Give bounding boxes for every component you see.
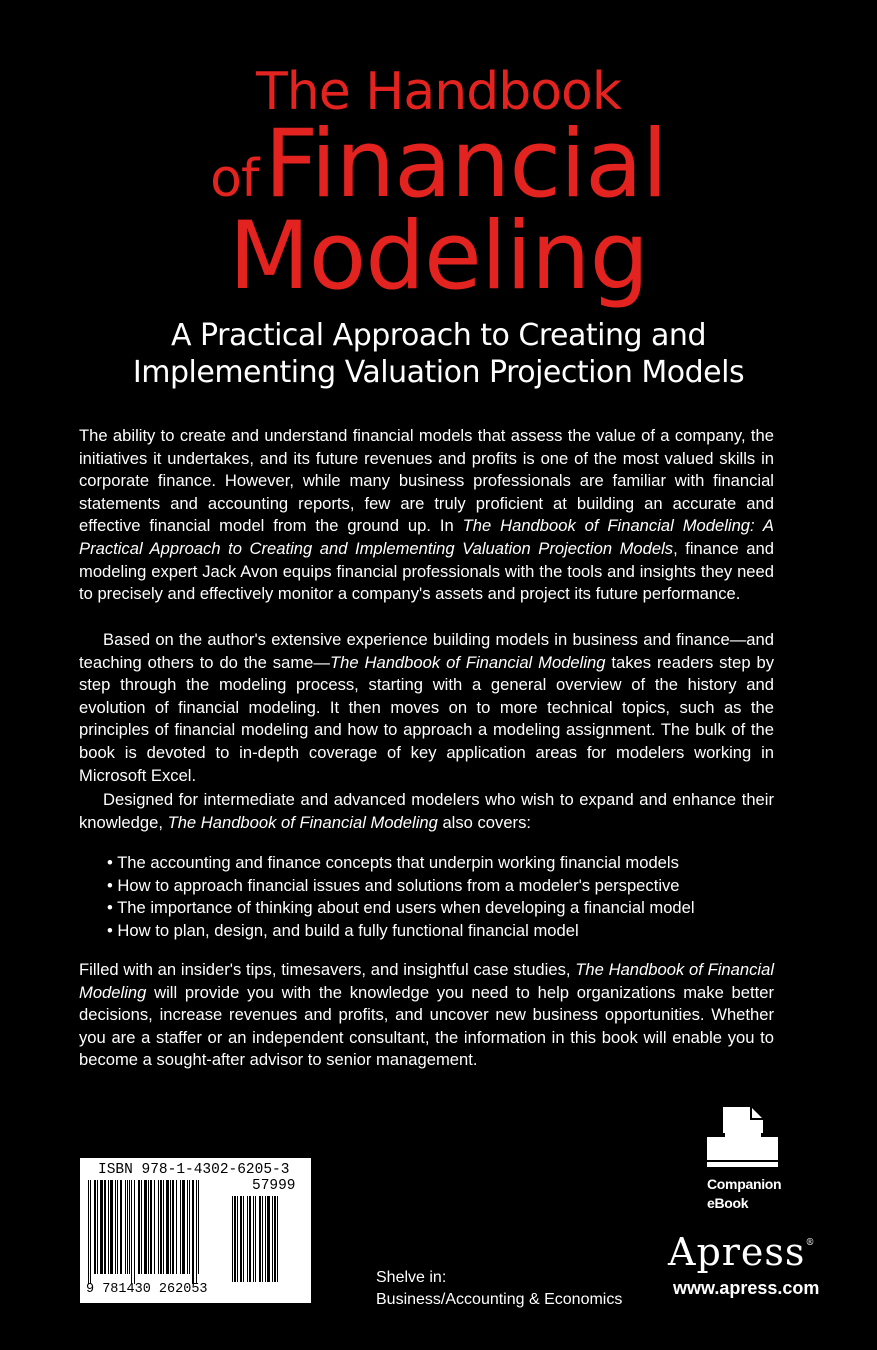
- companion-ebook-label: [707, 1175, 807, 1213]
- description-paragraph-3: [79, 789, 774, 834]
- barcode-bar: [172, 1180, 174, 1274]
- title-line-3: Modeling: [228, 202, 649, 311]
- registered-mark: ®: [805, 1238, 816, 1248]
- barcode-bar: [265, 1196, 266, 1282]
- p3-text-a: Designed for intermediate and advanced modelers who wish to expand and enhance their knowledge,: [79, 790, 774, 832]
- price-code: 57999: [252, 1178, 296, 1194]
- barcode-bar: [144, 1180, 147, 1274]
- barcode-bar: [166, 1180, 169, 1274]
- subtitle-line-1: A Practical Approach to Creating and: [171, 318, 706, 353]
- barcode-digits: 9 781430 262053: [86, 1282, 208, 1297]
- publisher-url[interactable]: www.apress.com: [673, 1278, 820, 1298]
- p3-text-b: also covers:: [437, 812, 531, 832]
- barcode-bar: [272, 1196, 273, 1282]
- p1-text-b: , finance and modeling expert Jack Avon equips financial professionals with the tools and insights they need to precisely and effectively monitor a company's assets and project its future performance.: [79, 538, 774, 604]
- isbn-number: ISBN 978-1-4302-6205-3: [98, 1162, 290, 1178]
- barcode-bar: [158, 1180, 159, 1274]
- barcode-bar: [94, 1180, 96, 1274]
- apress-logo: [668, 1230, 815, 1274]
- barcode-bar: [180, 1180, 181, 1274]
- p4-title-italic: The Handbook of Financial Modeling: [79, 960, 775, 1002]
- shelve-category: Business/Accounting & Economics: [376, 1291, 623, 1308]
- title-financial: Financial: [264, 110, 667, 219]
- barcode-bar: [100, 1180, 103, 1274]
- barcode-bar: [192, 1180, 194, 1284]
- title-of: of: [210, 149, 259, 209]
- p1-title-italic: The Handbook of Financial Modeling: A Practical Approach to Creating and Implementing Valuation Projection Models: [79, 516, 774, 558]
- barcode-bar: [154, 1180, 155, 1274]
- barcode-bar: [117, 1180, 118, 1274]
- barcode-bar: [182, 1180, 185, 1274]
- barcode-bar: [170, 1180, 171, 1274]
- barcode-bar: [267, 1196, 270, 1282]
- barcode-bar: [196, 1180, 197, 1284]
- barcode-bar: [138, 1180, 140, 1274]
- barcode-bars-main: [88, 1180, 228, 1284]
- barcode-bar: [90, 1180, 91, 1284]
- description-paragraph-2: [79, 629, 774, 787]
- bullet-item: • The importance of thinking about end users when developing a financial model: [107, 898, 695, 918]
- p4-text-b: will provide you with the knowledge you need to help organizations make better decisions, increase revenues and profits, and uncover new business opportunities. Whether you are a staffer or an independent consultant, the information in this book will enable you to become a sought-after advisor to senior management.: [79, 982, 774, 1070]
- barcode-bar: [253, 1196, 254, 1282]
- barcode-bar: [274, 1196, 276, 1282]
- barcode-bar: [232, 1196, 233, 1282]
- barcode-bar: [120, 1180, 122, 1274]
- barcode-bar: [163, 1180, 164, 1274]
- companion-line-2: eBook: [707, 1195, 749, 1211]
- barcode-bar: [160, 1180, 162, 1274]
- description-paragraph-1: [79, 425, 774, 606]
- barcode-bar: [131, 1180, 132, 1284]
- barcode-bar: [259, 1196, 261, 1282]
- barcode-bar: [176, 1180, 177, 1274]
- barcode-bar: [247, 1196, 248, 1282]
- bullet-list: [107, 852, 695, 942]
- shelve-label: Shelve in:: [376, 1269, 447, 1286]
- barcode-bar: [110, 1180, 113, 1274]
- bullet-item: • How to approach financial issues and solutions from a modeler's perspective: [107, 875, 680, 895]
- p1-text-a: The ability to create and understand financial models that assess the value of a company, the initiatives it undertakes, and its future revenues and profits is one of the most valued skills in corporate finance. However, while many business professionals are familiar with financial statements and accounting reports, few are truly proficient at building an accurate and effective financial model from the ground up. In: [79, 426, 774, 536]
- barcode-bar: [277, 1196, 278, 1282]
- barcode-bars-addon: [232, 1196, 290, 1282]
- companion-line-1: Companion: [707, 1176, 782, 1192]
- barcode-bar: [189, 1180, 190, 1274]
- barcode-bar: [262, 1196, 263, 1282]
- barcode-bar: [97, 1180, 98, 1274]
- barcode-bar: [115, 1180, 116, 1274]
- barcode-bar: [243, 1196, 244, 1282]
- shelving-info: [376, 1267, 622, 1311]
- barcode-bar: [187, 1180, 188, 1274]
- barcode-bar: [234, 1196, 236, 1282]
- title-line-1: The Handbook: [256, 62, 621, 122]
- barcode-bar: [129, 1180, 130, 1274]
- barcode-bar: [88, 1180, 89, 1284]
- barcode-bar: [255, 1196, 256, 1282]
- isbn-barcode: [80, 1158, 311, 1303]
- apress-logo-text: Apress: [668, 1230, 806, 1274]
- barcode-bar: [108, 1180, 109, 1274]
- barcode-bar: [141, 1180, 142, 1274]
- p2-title-italic: The Handbook of Financial Modeling: [329, 652, 606, 672]
- p2-text-a: Based on the author's extensive experience building models in business and finance—and teaching others to do the same—: [79, 630, 774, 672]
- barcode-bar: [150, 1180, 152, 1274]
- barcode-bar: [249, 1196, 251, 1282]
- p4-text-a: Filled with an insider's tips, timesavers, and insightful case studies,: [79, 960, 576, 979]
- barcode-bar: [125, 1180, 126, 1274]
- barcode-bar: [148, 1180, 149, 1274]
- document-tray-icon: [705, 1105, 780, 1170]
- barcode-bar: [134, 1180, 135, 1284]
- p2-text-b: takes readers step by step through the modeling process, starting with a general overview of the history and evolution of financial modeling. It then moves on to more technical topics, such as the principles of financial modeling and how to approach a modeling assignment. The bulk of the book is devoted to in-depth coverage of key application areas for modelers working in Microsoft Excel.: [79, 652, 774, 785]
- description-paragraph-4: [79, 959, 774, 1072]
- subtitle-line-2: Implementing Valuation Projection Models: [132, 355, 745, 390]
- barcode-bar: [127, 1180, 128, 1274]
- barcode-bar: [198, 1180, 199, 1274]
- bullet-item: • How to plan, design, and build a fully functional financial model: [107, 920, 579, 940]
- bullet-item: • The accounting and finance concepts that underpin working financial models: [107, 853, 679, 872]
- barcode-bar: [104, 1180, 106, 1274]
- barcode-bar: [240, 1196, 242, 1282]
- barcode-bar: [237, 1196, 238, 1282]
- p3-title-italic: The Handbook of Financial Modeling: [167, 812, 438, 832]
